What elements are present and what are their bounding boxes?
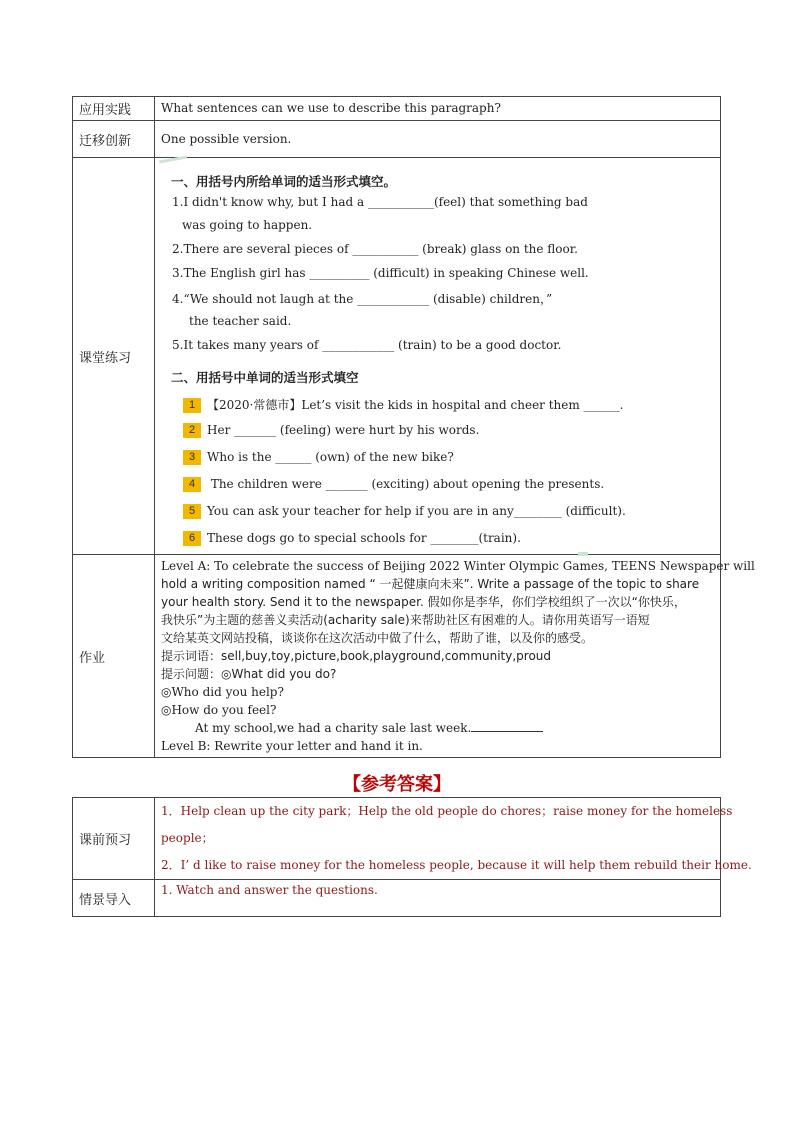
table-row [73, 97, 721, 121]
homework-line: ◎How do you feel? [161, 703, 277, 717]
exercise-line: 5.It takes many years of ____________ (train) to be a good doctor. [172, 338, 562, 352]
answer-title: 【参考答案】 [343, 774, 451, 795]
table-row [73, 121, 721, 158]
exercise-line: 1.I didn't know why, but I had a ___________(feel) that something bad [172, 195, 588, 209]
lesson-table [72, 96, 755, 758]
number-badge: 3 [183, 450, 201, 465]
exercise-line: the teacher said. [189, 314, 292, 328]
table-row [73, 880, 721, 917]
homework-line: 提示词语：sell,buy,toy,picture,book,playground,community,proud [161, 649, 552, 663]
table-row [73, 555, 721, 758]
exercise-line: 3.The English girl has __________ (difficult) in speaking Chinese well. [172, 266, 589, 280]
exercise-line: 2 Her _______ (feeling) were hurt by his words. [183, 423, 479, 438]
table-row [73, 798, 721, 880]
homework-line: 提示问题：◎What did you do? [161, 667, 337, 681]
answer-line: 1．Help clean up the city park；Help the old people do chores；raise money for the homeless [161, 804, 733, 818]
row-label-intro: 情景导入 [73, 880, 155, 917]
homework-line: At my school,we had a charity sale last week. [161, 719, 714, 737]
exercise-line: 4 The children were _______ (exciting) about opening the presents. [183, 477, 604, 492]
exercise-line: 4.“We should not laugh at the ____________ (disable) children，” [172, 292, 553, 306]
section-title-1: 一、用括号内所给单词的适当形式填空。 [171, 174, 397, 189]
homework-line: 我快乐”为主题的慈善义卖活动(acharity sale)来帮助社区有困难的人。请你用英语写一语短 [161, 613, 650, 627]
row-label-apply: 应用实践 [73, 97, 155, 121]
row-label-transfer: 迁移创新 [73, 121, 155, 158]
homework-line: ◎Who did you help? [161, 685, 284, 699]
table-row [73, 158, 721, 555]
homework-line: 文给某英文网站投稿，谈谈你在这次活动中做了什么，帮助了谁，以及你的感受。 [161, 631, 594, 645]
preview-answer-cell [155, 798, 752, 880]
number-badge: 6 [183, 531, 201, 546]
exercise-line: 3 Who is the ______ (own) of the new bike? [183, 450, 454, 465]
transfer-text: One possible version. [155, 121, 721, 158]
answer-line: people； [161, 831, 214, 845]
homework-cell [155, 555, 755, 758]
practice-cell [155, 158, 721, 555]
exercise-line: 2.There are several pieces of ___________ (break) glass on the floor. [172, 242, 578, 256]
exercise-line: 1 【2020·常德市】Let’s visit the kids in hospital and cheer them ______. [183, 396, 623, 413]
answer-line: 2．I’ d like to raise money for the homeless people, because it will help them rebuild their home. [161, 858, 752, 872]
homework-line: Level A: To celebrate the success of Beijing 2022 Winter Olympic Games, TEENS Newspaper will [161, 559, 755, 573]
exercise-line: 6 These dogs go to special schools for ________(train). [183, 531, 521, 546]
number-badge: 2 [183, 423, 201, 438]
number-badge: 4 [183, 477, 201, 492]
row-label-homework: 作业 [73, 555, 155, 758]
answer-blank [471, 719, 543, 732]
number-badge: 1 [183, 398, 201, 413]
answer-table [72, 797, 752, 917]
exercise-line: 5 You can ask your teacher for help if you are in any________ (difficult). [183, 504, 626, 519]
section-title-2: 二、用括号中单词的适当形式填空 [171, 370, 359, 385]
homework-line: your health story. Send it to the newspaper. 假如你是李华，你们学校组织了一次以“你快乐， [161, 595, 686, 609]
intro-answer-cell: 1. Watch and answer the questions. [155, 880, 721, 917]
apply-text: What sentences can we use to describe this paragraph? [155, 97, 721, 121]
row-label-practice: 课堂练习 [73, 158, 155, 555]
homework-line: hold a writing composition named “ 一起健康向未来”. Write a passage of the topic to share [161, 577, 700, 591]
exercise-line: was going to happen. [182, 218, 313, 232]
decoration-stroke [578, 552, 588, 556]
number-badge: 5 [183, 504, 201, 519]
decoration-stroke [159, 156, 187, 164]
homework-line: Level B: Rewrite your letter and hand it in. [161, 739, 423, 753]
row-label-preview: 课前预习 [73, 798, 155, 880]
